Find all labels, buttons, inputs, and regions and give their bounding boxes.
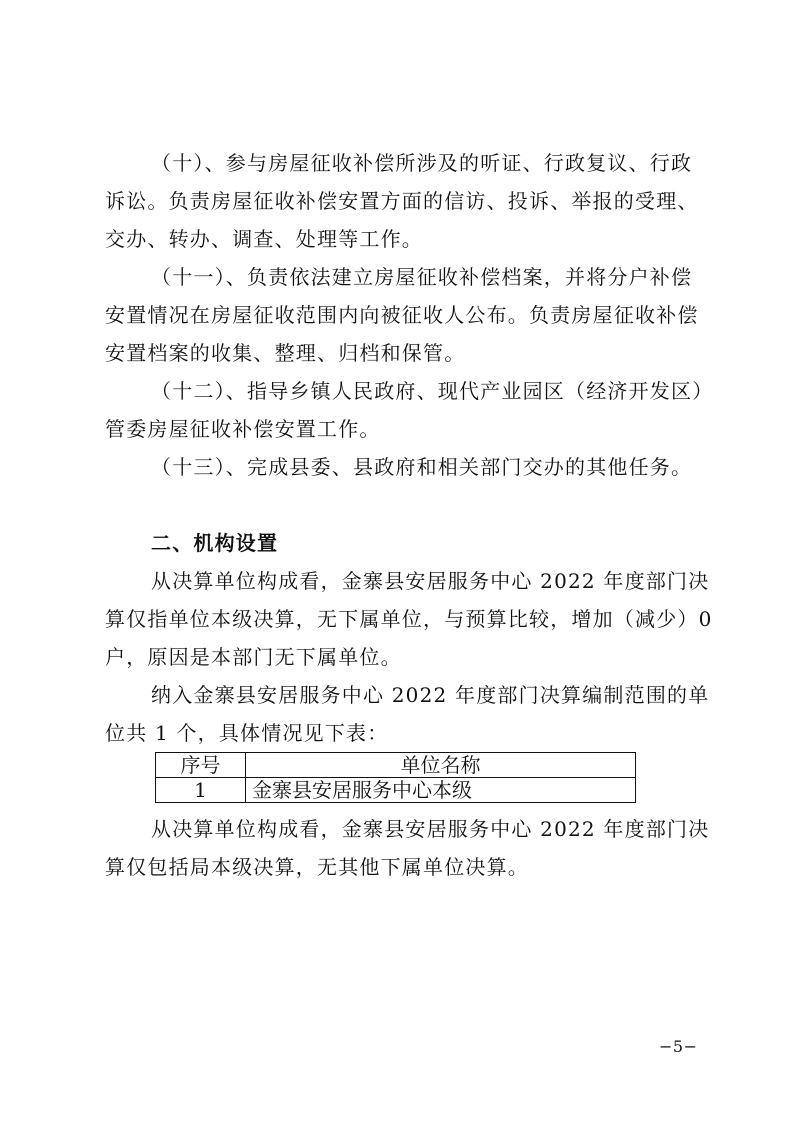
section2-para1-line-1: 从决算单位构成看，金寨县安居服务中心 2022 年度部门决 xyxy=(151,569,710,593)
units-table xyxy=(155,752,636,803)
table-cell-index: 1 xyxy=(156,778,246,803)
section2-para1-line-2: 算仅指单位本级决算，无下属单位，与预算比较，增加（减少）0 xyxy=(105,607,713,631)
table-header-unit-name: 单位名称 xyxy=(246,753,636,778)
page-number: −5− xyxy=(659,1037,698,1056)
section2-para3-line-1: 从决算单位构成看，金寨县安居服务中心 2022 年度部门决 xyxy=(151,817,710,841)
paragraph-11-line-3: 安置档案的收集、整理、归档和保管。 xyxy=(105,341,466,365)
section-heading: 二、机构设置 xyxy=(151,531,279,555)
paragraph-10-line-3: 交办、转办、调查、处理等工作。 xyxy=(105,227,423,251)
table-cell-unit-name: 金寨县安居服务中心本级 xyxy=(246,778,636,803)
paragraph-11-line-2: 安置情况在房屋征收范围内向被征收人公布。负责房屋征收补偿 xyxy=(105,303,699,327)
paragraph-13-line-1: （十三）、完成县委、县政府和相关部门交办的其他任务。 xyxy=(151,455,693,479)
paragraph-12-line-2: 管委房屋征收补偿安置工作。 xyxy=(105,417,381,441)
paragraph-11-line-1: （十一）、负责依法建立房屋征收补偿档案，并将分户补偿 xyxy=(151,265,693,289)
section2-para1-line-3: 户，原因是本部门无下属单位。 xyxy=(105,645,402,669)
paragraph-12-line-1: （十二）、指导乡镇人民政府、现代产业园区（经济开发区） xyxy=(151,379,714,403)
paragraph-10-line-1: （十）、参与房屋征收补偿所涉及的听证、行政复议、行政 xyxy=(151,151,693,175)
units-table-wrapper xyxy=(155,752,636,803)
section2-para2-line-2: 位共 1 个，具体情况见下表： xyxy=(105,721,389,745)
table-header-index: 序号 xyxy=(156,753,246,778)
section2-para2-line-1: 纳入金寨县安居服务中心 2022 年度部门决算编制范围的单 xyxy=(151,683,710,707)
paragraph-10-line-2: 诉讼。负责房屋征收补偿安置方面的信访、投诉、举报的受理、 xyxy=(105,189,699,213)
section2-para3-line-2: 算仅包括局本级决算，无其他下属单位决算。 xyxy=(105,855,529,879)
table-header-row xyxy=(156,753,636,778)
table-row xyxy=(156,778,636,803)
